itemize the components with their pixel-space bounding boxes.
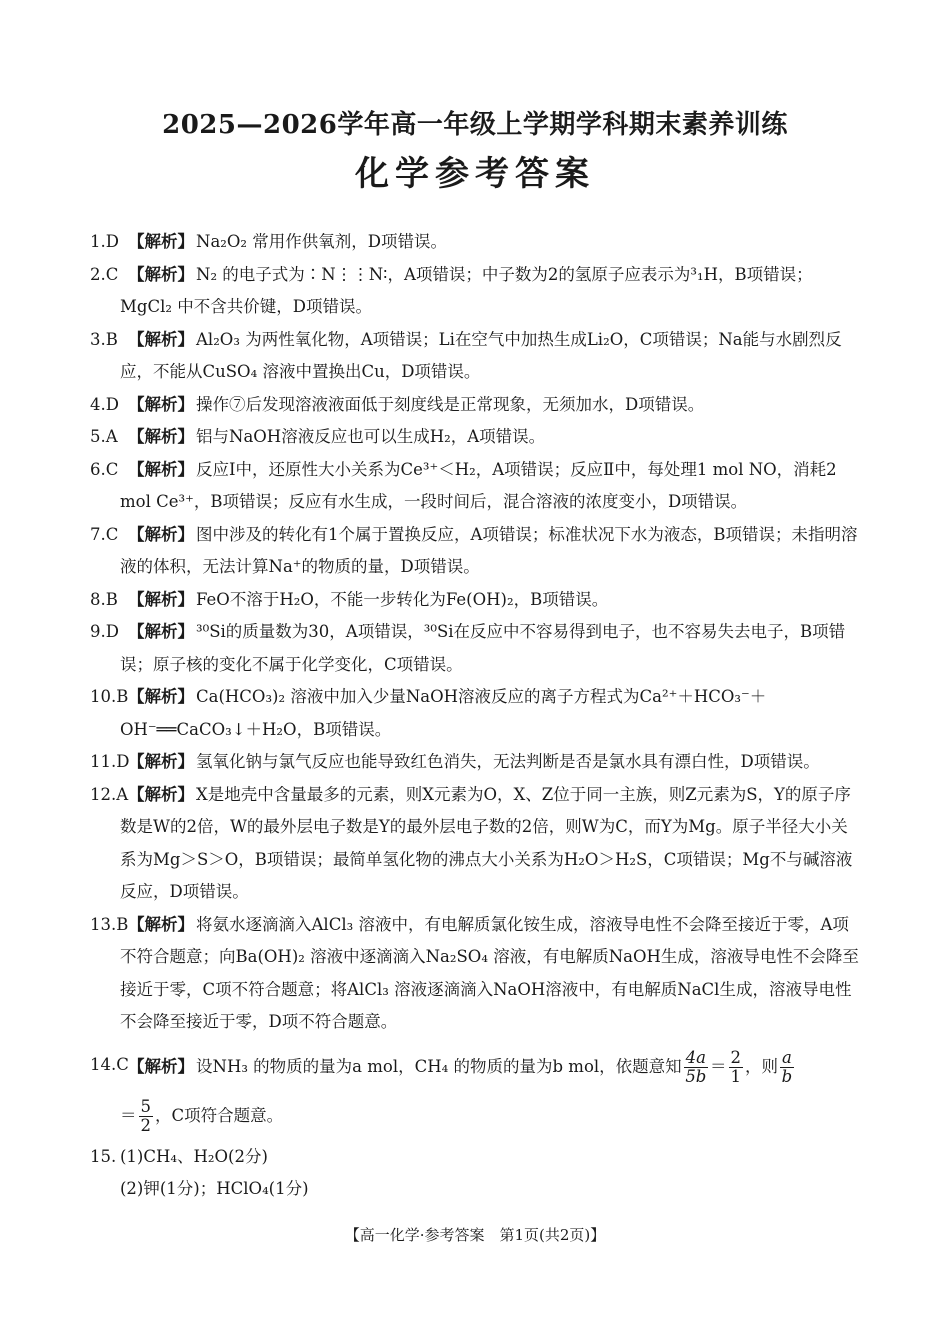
analysis-tag: 【解析】 [128, 589, 194, 609]
answer-item-6 [90, 454, 862, 519]
analysis-tag: 【解析】 [128, 914, 194, 934]
equals-sign: ＝ [710, 1056, 727, 1076]
item-number: 14.C [90, 1054, 129, 1074]
answer-item-12 [90, 779, 862, 909]
answer-subtitle: 化学参考答案 [355, 154, 595, 194]
analysis-text: 氢氧化钠与氯气反应也能导致红色消失，无法判断是否是氯水具有漂白性，D项错误。 [196, 752, 820, 771]
answer-item-15 [90, 1141, 862, 1206]
analysis-tag: 【解析】 [128, 1056, 194, 1076]
answer-item-8 [90, 584, 862, 617]
analysis-text: 将氨水逐滴滴入AlCl₃ 溶液中，有电解质氯化铵生成，溶液导电性不会降至接近于零，A项不符合题意；向Ba(OH)₂ 溶液中逐滴滴入Na₂SO₄ 溶液，有电解质NaOH生成，溶液导电性不会降至接近于零，C项不符合题意；将AlCl₃ 溶液逐滴滴入NaOH溶液中，有电解质NaCl生成，溶液导电性不会降至接近于零，D项不符合题意。 [120, 914, 859, 1031]
analysis-text: N₂ 的电子式为∶N⋮⋮N∶，A项错误；中子数为2的氢原子应表示为³₁H，B项错误；MgCl₂ 中不含共价键，D项错误。 [120, 264, 813, 316]
item-number: 8.B [90, 589, 118, 609]
equals-sign: ＝ [120, 1105, 137, 1125]
analysis-tag: 【解析】 [128, 687, 194, 706]
answer-item-2 [90, 259, 862, 324]
analysis-text: FeO不溶于H₂O，不能一步转化为Fe(OH)₂，B项错误。 [196, 589, 609, 609]
item-number: 7.C [90, 524, 119, 544]
analysis-text: ，C项符合题意。 [155, 1105, 284, 1125]
analysis-tag: 【解析】 [128, 427, 194, 446]
answer-list [90, 226, 862, 1206]
item15-part2: (2)钾(1分)；HClO₄(1分) [120, 1179, 309, 1198]
fraction-4a-5b: $\frac{4a}{5b}$ [685, 1047, 707, 1086]
analysis-tag: 【解析】 [128, 524, 194, 544]
item-number: 12.A [90, 784, 129, 804]
analysis-text: 图中涉及的转化有1个属于置换反应，A项错误；标准状况下水为液态，B项错误；未指明溶液的体积，无法计算Na⁺的物质的量，D项错误。 [120, 524, 858, 576]
item-number: 6.C [90, 459, 119, 479]
item-number: 11.D [90, 752, 130, 771]
analysis-text: ，则 [745, 1056, 779, 1076]
exam-title: 2025—2026学年高一年级上学期学科期末素养训练 [162, 110, 788, 140]
answer-item-14 [90, 1049, 862, 1135]
item15-part1: (1)CH₄、H₂O(2分) [120, 1146, 268, 1166]
item-number: 1.D [90, 232, 119, 251]
answer-item-3 [90, 324, 862, 389]
analysis-tag: 【解析】 [128, 329, 194, 349]
item-number: 4.D [90, 394, 119, 414]
analysis-tag: 【解析】 [128, 752, 194, 771]
fraction-2-1: $\frac{2}{1}$ [730, 1047, 742, 1086]
answer-item-10 [90, 681, 862, 746]
analysis-text: 设NH₃ 的物质的量为a mol，CH₄ 的物质的量为b mol，依题意知 [196, 1056, 682, 1076]
fraction-a-b: $\frac{a}{b}$ [781, 1047, 793, 1086]
page-footer: 【高一化学·参考答案 第1页(共2页)】 [344, 1226, 606, 1244]
answer-item-1 [90, 226, 862, 259]
analysis-tag: 【解析】 [128, 459, 194, 479]
analysis-tag: 【解析】 [128, 784, 194, 804]
analysis-text: Na₂O₂ 常用作供氧剂，D项错误。 [196, 232, 448, 251]
analysis-text: 铝与NaOH溶液反应也可以生成H₂，A项错误。 [196, 427, 546, 446]
answer-item-11 [90, 746, 862, 779]
analysis-tag: 【解析】 [128, 622, 194, 641]
answer-item-7 [90, 519, 862, 584]
analysis-tag: 【解析】 [128, 232, 194, 251]
item-number: 15. [90, 1146, 117, 1166]
answer-item-9 [90, 616, 862, 681]
item-number: 5.A [90, 427, 118, 446]
analysis-text: Al₂O₃ 为两性氧化物，A项错误；Li在空气中加热生成Li₂O，C项错误；Na能与水剧烈反应，不能从CuSO₄ 溶液中置换出Cu，D项错误。 [120, 329, 842, 381]
fraction-5-2: $\frac{5}{2}$ [140, 1096, 151, 1135]
answer-item-5 [90, 421, 862, 454]
answer-item-13 [90, 909, 862, 1039]
item-number: 13.B [90, 914, 129, 934]
analysis-text: X是地壳中含量最多的元素，则X元素为O，X、Z位于同一主族，则Z元素为S，Y的原子序数是W的2倍，W的最外层电子数是Y的最外层电子数的2倍，则W为C，而Y为Mg。原子半径大小关系为Mg＞S＞O，B项错误；最简单氢化物的沸点大小关系为H₂O＞H₂S，C项错误；Mg不与碱溶液反应，D项错误。 [120, 784, 853, 901]
item-number: 10.B [90, 687, 129, 706]
item14-line2 [120, 1098, 862, 1135]
analysis-text: 反应Ⅰ中，还原性大小关系为Ce³⁺＜H₂，A项错误；反应Ⅱ中，每处理1 mol NO，消耗2 mol Ce³⁺，B项错误；反应有水生成，一段时间后，混合溶液的浓度变小，D项错误。 [120, 459, 837, 511]
answer-item-4 [90, 389, 862, 422]
item-number: 3.B [90, 329, 118, 349]
item-number: 2.C [90, 264, 119, 284]
analysis-text: 操作⑦后发现溶液液面低于刻度线是正常现象，无须加水，D项错误。 [196, 394, 705, 414]
analysis-tag: 【解析】 [128, 264, 194, 284]
analysis-text: Ca(HCO₃)₂ 溶液中加入少量NaOH溶液反应的离子方程式为Ca²⁺＋HCO₃⁻＋OH⁻══CaCO₃↓＋H₂O，B项错误。 [120, 687, 767, 739]
item-number: 9.D [90, 622, 119, 641]
analysis-text: ³⁰Si的质量数为30，A项错误，³⁰Si在反应中不容易得到电子，也不容易失去电子，B项错误；原子核的变化不属于化学变化，C项错误。 [120, 622, 846, 674]
analysis-tag: 【解析】 [128, 394, 194, 414]
